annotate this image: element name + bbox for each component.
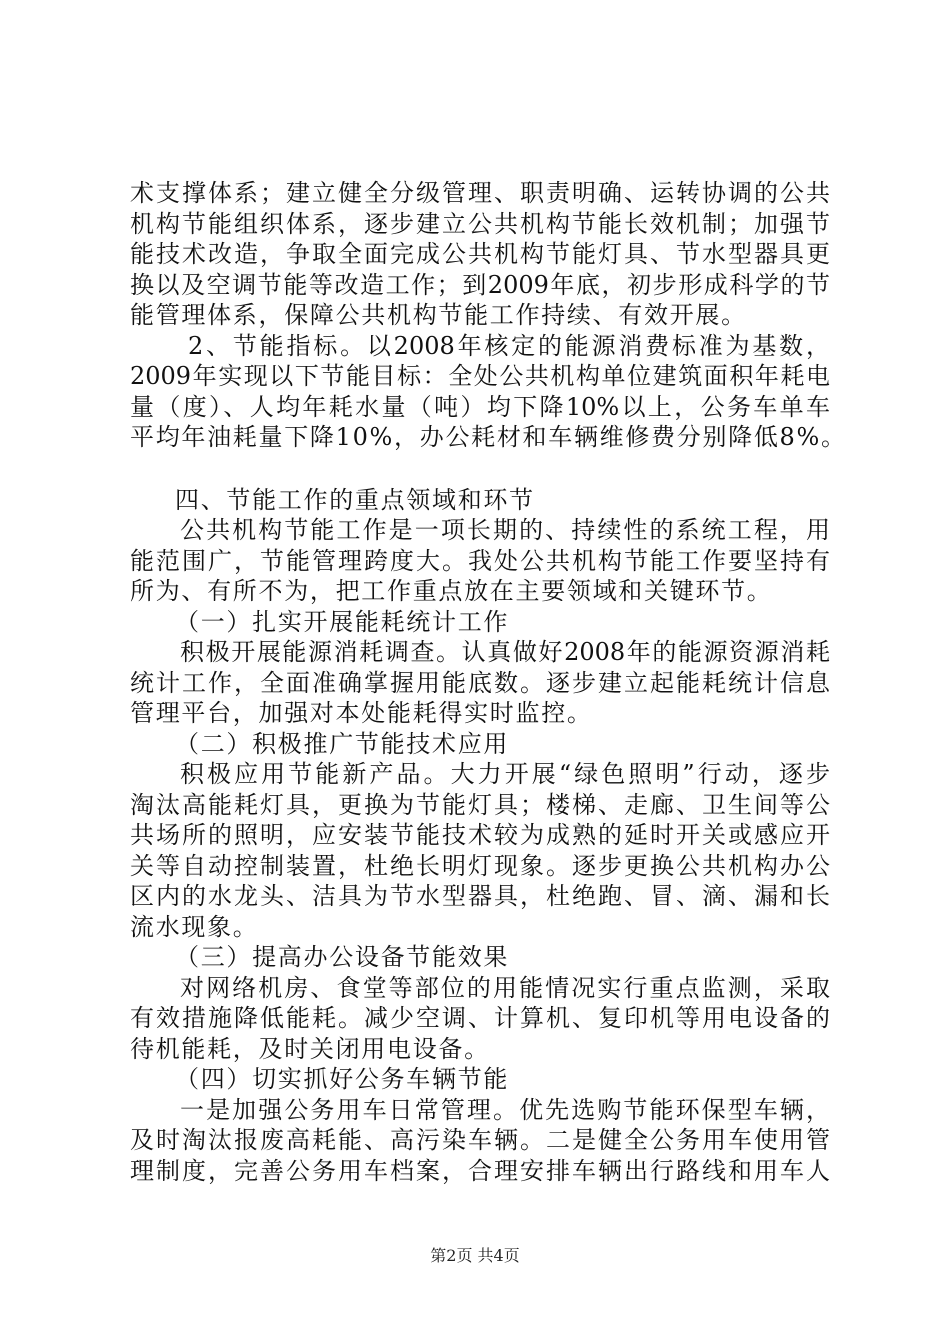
text-line: 机构节能组织体系，逐步建立公共机构节能长效机制；加强节 bbox=[130, 209, 830, 238]
text-line: 换以及空调节能等改造工作；到2009年底，初步形成科学的节 bbox=[130, 270, 830, 299]
text-line: 管理平台，加强对本处能耗得实时监控。 bbox=[130, 699, 593, 727]
text-line: 所为、有所不为，把工作重点放在主要领域和关键环节。 bbox=[130, 577, 773, 605]
subsection-heading: （三）提高办公设备节能效果 bbox=[175, 943, 510, 971]
document-body bbox=[130, 178, 847, 1186]
text-line: 能技术改造，争取全面完成公共机构节能灯具、节水型器具更 bbox=[130, 240, 830, 268]
text-line: 能范围广，节能管理跨度大。我处公共机构节能工作要坚持有 bbox=[130, 546, 830, 575]
text-line: 对网络机房、食堂等部位的用能情况实行重点监测，采取 bbox=[180, 973, 830, 1002]
text-line: 术支撑体系；建立健全分级管理、职责明确、运转协调的公共 bbox=[130, 179, 830, 207]
text-line: 流水现象。 bbox=[130, 912, 259, 941]
text-line: 量（度）、人均年耗水量（吨）均下降10%以上，公务车单车 bbox=[130, 392, 830, 421]
section-heading: 四、节能工作的重点领域和环节 bbox=[175, 485, 535, 514]
text-line: 一是加强公务用车日常管理。优先选购节能环保型车辆， bbox=[180, 1095, 830, 1124]
text-line: 关等自动控制装置，杜绝长明灯现象。逐步更换公共机构办公 bbox=[130, 851, 830, 880]
page-number-footer: 第2页 共4页 bbox=[430, 1246, 520, 1265]
text-line: 积极应用节能新产品。大力开展“绿色照明”行动，逐步 bbox=[180, 760, 830, 788]
text-line: 积极开展能源消耗调查。认真做好2008年的能源资源消耗 bbox=[180, 638, 830, 666]
subsection-heading: （二）积极推广节能技术应用 bbox=[175, 729, 510, 758]
subsection-heading: （一）扎实开展能耗统计工作 bbox=[175, 607, 510, 636]
text-line: 公共机构节能工作是一项长期的、持续性的系统工程，用 bbox=[180, 516, 830, 544]
text-line: 统计工作，全面准确掌握用能底数。逐步建立起能耗统计信息 bbox=[130, 668, 830, 697]
text-line: 待机能耗，及时关闭用电设备。 bbox=[130, 1034, 490, 1063]
text-line: 平均年油耗量下降10%，办公耗材和车辆维修费分别降低8%。 bbox=[130, 423, 847, 451]
text-line: 有效措施降低能耗。减少空调、计算机、复印机等用电设备的 bbox=[130, 1004, 830, 1032]
text-line: 区内的水龙头、洁具为节水型器具，杜绝跑、冒、滴、漏和长 bbox=[130, 882, 830, 910]
text-line: 能管理体系，保障公共机构节能工作持续、有效开展。 bbox=[130, 301, 747, 329]
text-line: 及时淘汰报废高耗能、高污染车辆。二是健全公务用车使用管 bbox=[130, 1126, 830, 1154]
text-line: 2、节能指标。以2008年核定的能源消费标准为基数， bbox=[188, 331, 830, 360]
text-line: 淘汰高能耗灯具，更换为节能灯具；楼梯、走廊、卫生间等公 bbox=[130, 790, 830, 819]
text-line: 2009年实现以下节能目标：全处公共机构单位建筑面积年耗电 bbox=[130, 362, 830, 390]
subsection-heading: （四）切实抓好公务车辆节能 bbox=[175, 1065, 510, 1093]
text-line: 共场所的照明，应安装节能技术较为成熟的延时开关或感应开 bbox=[130, 821, 830, 849]
text-line: 理制度，完善公务用车档案，合理安排车辆出行路线和用车人 bbox=[130, 1156, 830, 1185]
paragraph-gap bbox=[130, 453, 830, 485]
